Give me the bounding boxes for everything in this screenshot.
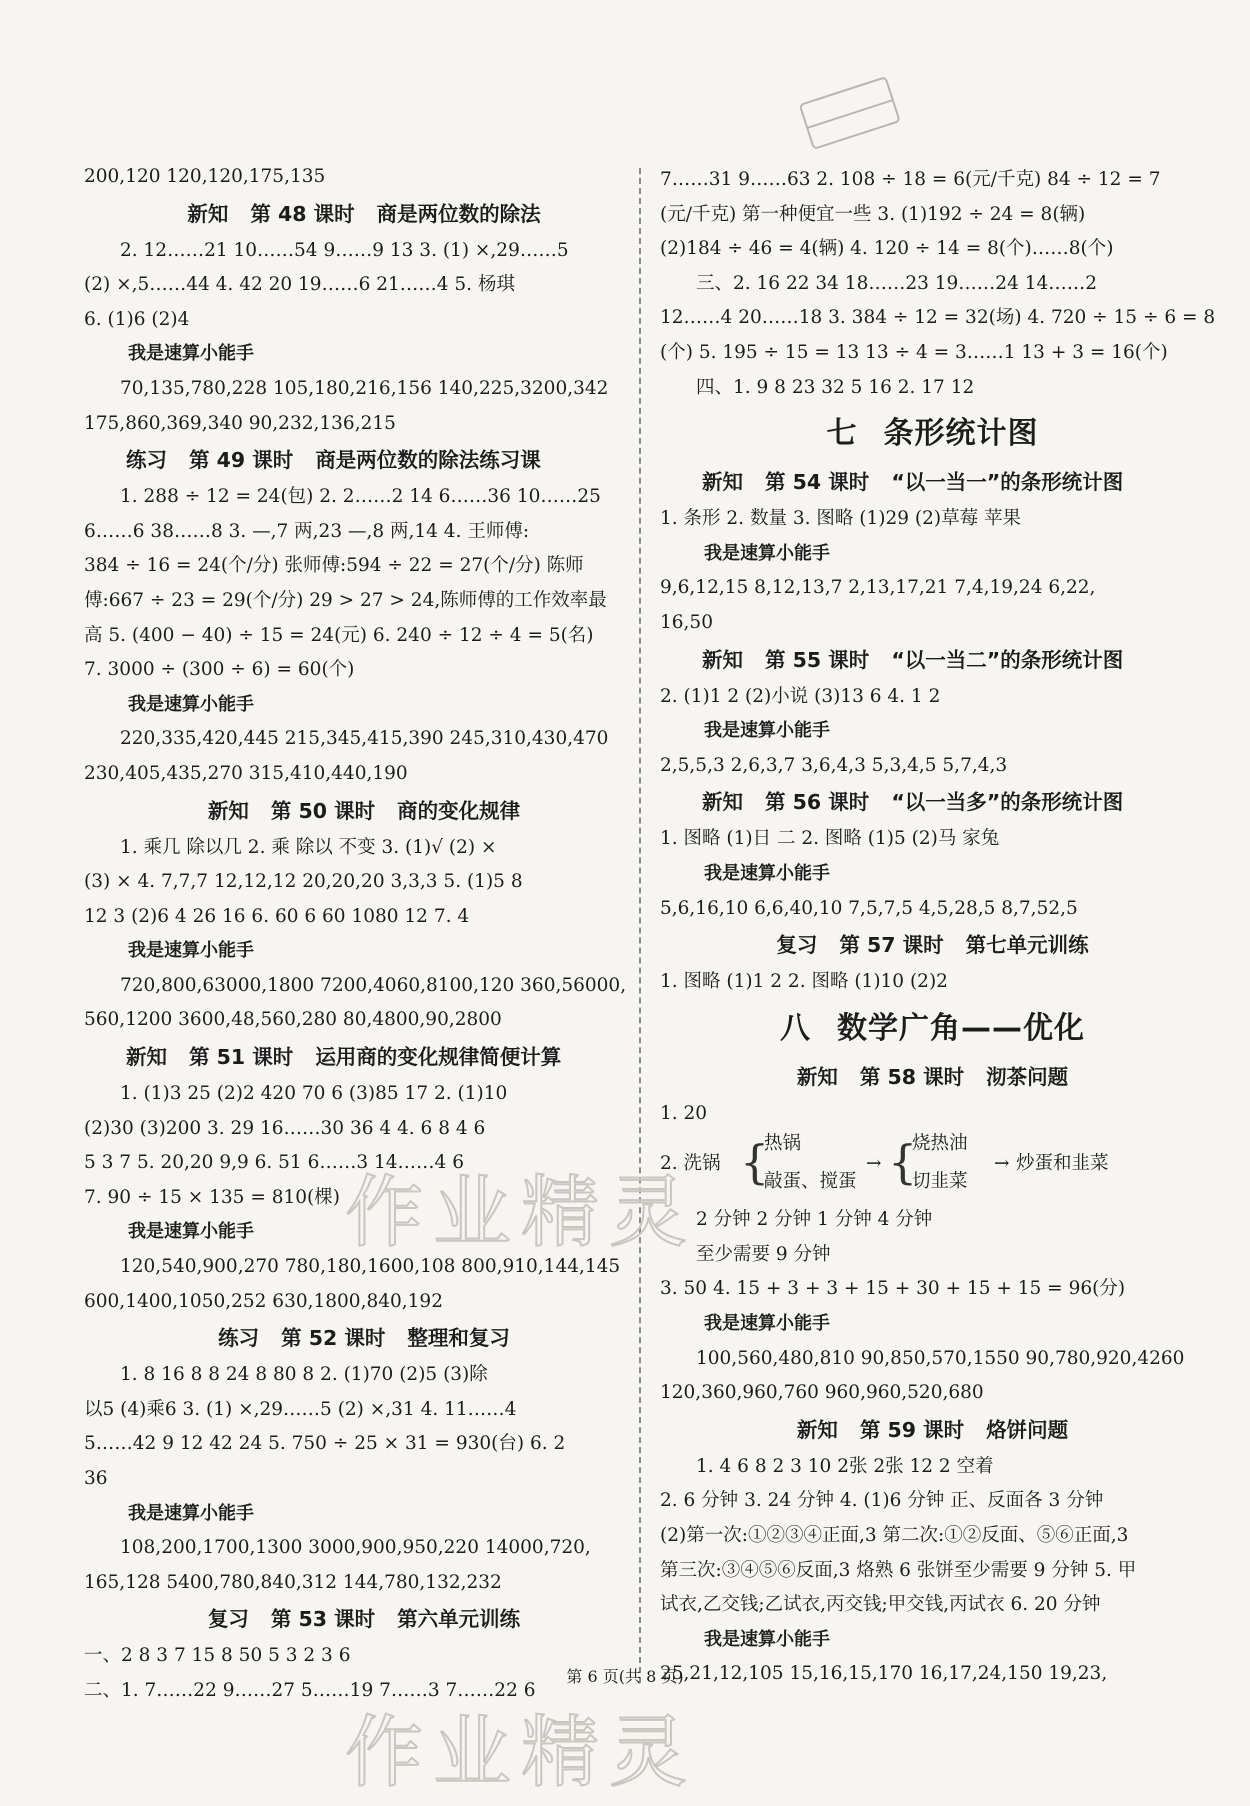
- answer-line: 1. 20: [660, 1102, 708, 1124]
- unit-title: 数学广角——优化: [837, 1010, 1085, 1046]
- lesson-tag: 新知: [126, 1045, 167, 1070]
- lesson-heading: [660, 926, 1205, 965]
- answer-line: (个) 5. 195 ÷ 15 = 13 13 ÷ 4 = 3……1 13 + 3 = 16(个): [660, 341, 1168, 363]
- answer-line: (元/千克) 第一种便宜一些 3. (1)192 ÷ 24 = 8(辆): [660, 203, 1086, 225]
- answer-line: 2,5,5,3 2,6,3,7 3,6,4,3 5,3,4,5 5,7,4,3: [660, 754, 1008, 776]
- answer-line: (2)184 ÷ 46 = 4(辆) 4. 120 ÷ 14 = 8(个)……8(个): [660, 238, 1114, 260]
- lesson-title: 运用商的变化规律简便计算: [315, 1045, 562, 1070]
- section-label: 我是速算小能手: [128, 1221, 254, 1243]
- answer-line: 1. 288 ÷ 12 = 24(包) 2. 2……2 14 6……36 10……25: [120, 486, 601, 508]
- answer-line: 560,1200 3600,48,560,280 80,4800,90,2800: [84, 1009, 502, 1031]
- answer-line: 384 ÷ 16 = 24(个/分) 张师傅:594 ÷ 22 = 27(个/分) 陈师: [84, 555, 584, 577]
- flow-b2: 切韭菜: [912, 1171, 968, 1193]
- answer-line: 70,135,780,228 105,180,216,156 140,225,3200,342: [120, 377, 609, 399]
- lesson-title: “以一当多”的条形统计图: [891, 790, 1124, 815]
- answer-line: 12……4 20……18 3. 384 ÷ 12 = 32(场) 4. 720 ÷ 15 ÷ 6 = 8: [660, 307, 1216, 329]
- answer-line: 200,120 120,120,175,135: [84, 166, 326, 187]
- lesson-tag: 新知: [702, 647, 743, 672]
- lesson-no: 第 52 课时: [281, 1326, 386, 1351]
- lesson-heading: [660, 1411, 1205, 1450]
- answer-line: 一、2 8 3 7 15 8 50 5 3 2 3 6: [84, 1645, 351, 1667]
- answer-line: 试衣,乙交钱;乙试衣,丙交钱;甲交钱,丙试衣 6. 20 分钟: [660, 1594, 1101, 1616]
- section-label: 我是速算小能手: [128, 343, 254, 365]
- answer-line: 25,21,12,105 15,16,15,170 16,17,24,150 19,23,: [660, 1663, 1108, 1685]
- lesson-tag: 新知: [187, 201, 229, 226]
- answer-line: 三、2. 16 22 34 18……23 19……24 14……2: [696, 272, 1098, 294]
- lesson-heading: [660, 641, 1205, 680]
- answer-line: 1. 4 6 8 2 3 10 2张 2张 12 2 空着: [696, 1455, 994, 1477]
- lesson-tag: 新知: [796, 1064, 838, 1089]
- lesson-title: 整理和复习: [407, 1326, 510, 1351]
- lesson-tag: 新知: [796, 1417, 838, 1442]
- answer-line: 600,1400,1050,252 630,1800,840,192: [84, 1290, 443, 1312]
- flowchart: [660, 1131, 1205, 1203]
- unit-u: 八: [780, 1010, 811, 1046]
- lesson-no: 第 56 课时: [765, 790, 870, 815]
- lesson-no: 第 53 课时: [270, 1607, 376, 1632]
- answer-line: 以5 (4)乘6 3. (1) ×,29……5 (2) ×,31 4. 11……4: [84, 1398, 517, 1420]
- lesson-heading: [660, 783, 1205, 822]
- answer-line: 1. 条形 2. 数量 3. 图略 (1)29 (2)草莓 苹果: [660, 508, 1021, 530]
- unit-u: 七: [826, 416, 858, 452]
- answer-line: 傅:667 ÷ 23 = 29(个/分) 29 > 27 > 24,陈师傅的工作效率最: [84, 589, 607, 611]
- flow-a2: 敲蛋、搅蛋: [764, 1171, 857, 1193]
- lesson-no: 第 51 课时: [189, 1045, 294, 1070]
- lesson-heading: [84, 1600, 644, 1639]
- page-footer: 第 6 页(共 8 页): [566, 1667, 684, 1686]
- answer-line: 2. 12……21 10……54 9……9 13 3. (1) ×,29……5: [120, 239, 569, 261]
- lesson-no: 第 54 课时: [765, 470, 870, 495]
- lesson-tag: 新知: [702, 790, 743, 815]
- answer-line: 5,6,16,10 6,6,40,10 7,5,7,5 4,5,28,5 8,7,52,5: [660, 897, 1078, 919]
- answer-line: 1. 乘几 除以几 2. 乘 除以 不变 3. (1)√ (2) ×: [120, 836, 497, 858]
- stamp-logo: [775, 72, 925, 156]
- answer-line: 3. 50 4. 15 + 3 + 3 + 15 + 30 + 15 + 15 = 96(分): [660, 1278, 1126, 1300]
- left-column: [84, 160, 644, 1709]
- right-column: [660, 163, 1216, 1692]
- answer-line: 100,560,480,810 90,850,570,1550 90,780,920,4260: [696, 1347, 1185, 1369]
- answer-line: 5 3 7 5. 20,20 9,9 6. 51 6……3 14……4 6: [84, 1152, 464, 1174]
- answer-line: 7. 90 ÷ 15 × 135 = 810(棵): [84, 1186, 340, 1208]
- answer-line: 第三次:③④⑤⑥反面,3 烙熟 6 张饼至少需要 9 分钟 5. 甲: [660, 1559, 1137, 1581]
- lesson-tag: 复习: [207, 1607, 249, 1632]
- flow-start: 2. 洗锅: [660, 1153, 721, 1175]
- lesson-no: 第 49 课时: [189, 448, 294, 473]
- answer-line: 2 分钟 2 分钟 1 分钟 4 分钟: [696, 1209, 933, 1231]
- lesson-heading: [84, 792, 644, 831]
- answer-line: 1. 图略 (1)1 2 2. 图略 (1)10 (2)2: [660, 971, 948, 993]
- answer-line: 6……6 38……8 3. —,7 两,23 —,8 两,14 4. 王师傅:: [84, 520, 530, 542]
- flow-b1: 烧热油: [912, 1133, 968, 1155]
- answer-line: 6. (1)6 (2)4: [84, 308, 190, 330]
- lesson-heading: [84, 195, 644, 234]
- watermark: 作业精灵: [345, 1168, 698, 1258]
- section-label: 我是速算小能手: [704, 720, 830, 742]
- lesson-no: 第 55 课时: [765, 647, 870, 672]
- answer-line: 165,128 5400,780,840,312 144,780,132,232: [84, 1571, 502, 1593]
- section-label: 我是速算小能手: [128, 1502, 254, 1524]
- lesson-heading: [660, 463, 1205, 502]
- section-label: 我是速算小能手: [128, 940, 254, 962]
- answer-line: 二、1. 7……22 9……27 5……19 7……3 7……22 6: [84, 1679, 536, 1701]
- answer-line: 120,360,960,760 960,960,520,680: [660, 1382, 984, 1404]
- lesson-heading: [84, 441, 644, 480]
- section-label: 我是速算小能手: [704, 542, 830, 564]
- column-divider: [639, 168, 641, 1683]
- unit-heading: [660, 405, 1205, 463]
- lesson-no: 第 59 课时: [859, 1417, 965, 1442]
- answer-line: (2)第一次:①②③④正面,3 第二次:①②反面、⑤⑥正面,3: [660, 1525, 1129, 1547]
- lesson-tag: 复习: [776, 933, 818, 958]
- lesson-no: 第 48 课时: [250, 201, 355, 226]
- lesson-heading: [660, 1058, 1205, 1097]
- answer-line: (3) × 4. 7,7,7 12,12,12 20,20,20 3,3,3 5. (1)5 8: [84, 871, 523, 893]
- section-label: 我是速算小能手: [128, 693, 254, 715]
- answer-line: 230,405,435,270 315,410,440,190: [84, 762, 408, 784]
- lesson-title: 烙饼问题: [986, 1417, 1069, 1442]
- answer-line: 2. 6 分钟 3. 24 分钟 4. (1)6 分钟 正、反面各 3 分钟: [660, 1490, 1104, 1512]
- watermark-bottom: 作业精灵: [345, 1708, 698, 1798]
- lesson-tag: 练习: [218, 1326, 260, 1351]
- lesson-title: 第六单元训练: [397, 1607, 521, 1632]
- arrow-icon: →: [866, 1153, 882, 1175]
- lesson-heading: [84, 1319, 644, 1358]
- answer-line: 1. 图略 (1)日 二 2. 图略 (1)5 (2)马 家兔: [660, 828, 1000, 850]
- answer-line: 7……31 9……63 2. 108 ÷ 18 = 6(元/千克) 84 ÷ 12 = 7: [660, 169, 1161, 190]
- unit-title: 条形统计图: [883, 416, 1039, 452]
- answer-line: 120,540,900,270 780,180,1600,108 800,910,144,145: [120, 1256, 621, 1278]
- brace-left: {: [740, 1135, 770, 1190]
- lesson-title: 商是两位数的除法练习课: [315, 448, 541, 473]
- lesson-title: 商是两位数的除法: [376, 201, 541, 226]
- flow-a1: 热锅: [764, 1133, 802, 1155]
- lesson-heading: [84, 1038, 644, 1077]
- answer-line: (2) ×,5……44 4. 42 20 19……6 21……4 5. 杨琪: [84, 274, 515, 296]
- answer-line: 12 3 (2)6 4 26 16 6. 60 6 60 1080 12 7. 4: [84, 905, 470, 927]
- lesson-title: “以一当一”的条形统计图: [891, 470, 1124, 495]
- answer-line: 至少需要 9 分钟: [696, 1243, 831, 1265]
- flow-end: 炒蛋和韭菜: [1016, 1153, 1109, 1175]
- lesson-tag: 新知: [702, 470, 743, 495]
- answer-line: (2)30 (3)200 3. 29 16……30 36 4 4. 6 8 4 6: [84, 1117, 486, 1139]
- section-label: 我是速算小能手: [704, 1628, 830, 1650]
- lesson-tag: 新知: [207, 798, 249, 823]
- answer-line: 36: [84, 1468, 108, 1489]
- lesson-title: 沏茶问题: [986, 1064, 1069, 1089]
- answer-line: 175,860,369,340 90,232,136,215: [84, 412, 396, 434]
- answer-line: 1. (1)3 25 (2)2 420 70 6 (3)85 17 2. (1)10: [120, 1083, 508, 1105]
- lesson-title: “以一当二”的条形统计图: [891, 647, 1124, 672]
- unit-heading: [660, 1000, 1205, 1058]
- answer-line: 高 5. (400 − 40) ÷ 15 = 24(元) 6. 240 ÷ 12 ÷ 4 = 5(名): [84, 624, 594, 646]
- answer-line: 5……42 9 12 42 24 5. 750 ÷ 25 × 31 = 930(台) 6. 2: [84, 1433, 566, 1455]
- answer-line: 7. 3000 ÷ (300 ÷ 6) = 60(个): [84, 659, 355, 681]
- answer-line: 220,335,420,445 215,345,415,390 245,310,430,470: [120, 728, 609, 750]
- lesson-tag: 练习: [126, 448, 167, 473]
- lesson-title: 第七单元训练: [965, 933, 1089, 958]
- arrow-icon: →: [994, 1153, 1010, 1175]
- lesson-no: 第 50 课时: [270, 798, 376, 823]
- answer-line: 16,50: [660, 611, 713, 633]
- answer-line: 四、1. 9 8 23 32 5 16 2. 17 12: [696, 376, 975, 398]
- answer-line: 2. (1)1 2 (2)小说 (3)13 6 4. 1 2: [660, 685, 941, 707]
- lesson-no: 第 58 课时: [859, 1064, 965, 1089]
- answer-line: 9,6,12,15 8,12,13,7 2,13,17,21 7,4,19,24 6,22,: [660, 577, 1096, 599]
- section-label: 我是速算小能手: [704, 1313, 830, 1335]
- section-label: 我是速算小能手: [704, 862, 830, 884]
- lesson-title: 商的变化规律: [397, 798, 521, 823]
- lesson-no: 第 57 课时: [839, 933, 944, 958]
- answer-line: 720,800,63000,1800 7200,4060,8100,120 360,56000,: [120, 974, 627, 996]
- answer-line: 108,200,1700,1300 3000,900,950,220 14000,720,: [120, 1537, 591, 1559]
- answer-line: 1. 8 16 8 8 24 8 80 8 2. (1)70 (2)5 (3)除: [120, 1364, 488, 1386]
- brace-right: {: [888, 1135, 918, 1190]
